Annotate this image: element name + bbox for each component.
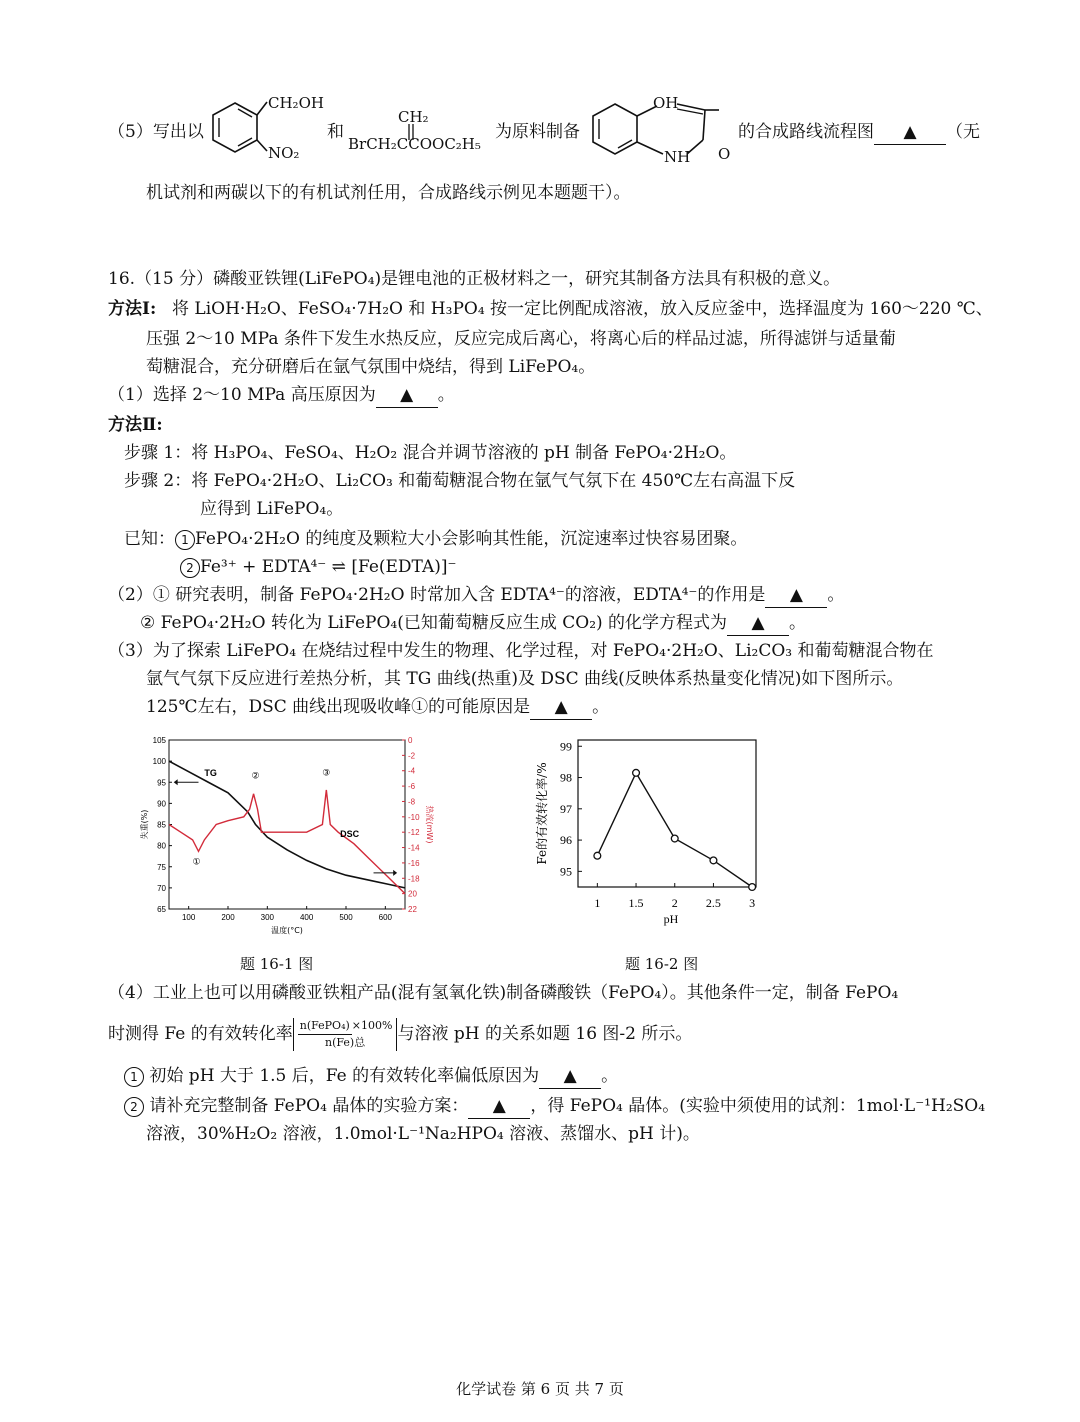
q16-header: 16.（15 分）磷酸亚铁锂(LiFePO₄)是锂电池的正极材料之一，研究其制备方法具有积极的意义。 bbox=[108, 269, 841, 289]
x-tick-label: 1.5 bbox=[628, 896, 644, 910]
ch2oh-label: CH₂OH bbox=[268, 94, 324, 112]
y-left-axis-label: 失重(%) bbox=[140, 809, 149, 840]
part4-1: 1 初始 pH 大于 1.5 后，Fe 的有效转化率偏低原因为 ▲ 。 bbox=[124, 1064, 618, 1089]
oh-label: OH bbox=[653, 94, 679, 112]
circle-2b: 2 bbox=[124, 1097, 144, 1117]
x-tick-label: 2.5 bbox=[705, 896, 721, 910]
tg-series-line bbox=[169, 761, 405, 888]
method1-line3: 萄糖混合，充分研磨后在氩气氛围中烧结，得到 LiFePO₄。 bbox=[146, 357, 596, 377]
y-right-tick-label: 0 bbox=[408, 736, 413, 745]
peak-3-label: ③ bbox=[322, 768, 331, 779]
y-left-tick-label: 65 bbox=[157, 905, 166, 914]
method1-label: 方法Ⅰ: bbox=[108, 299, 157, 319]
peak-1-label: ① bbox=[192, 857, 201, 868]
x-tick-label: 200 bbox=[221, 913, 235, 922]
y-right-tick-label: -4 bbox=[408, 766, 416, 776]
circle-1: 1 bbox=[175, 530, 195, 550]
part4-2-line2: 溶液，30%H₂O₂ 溶液，1.0mol·L⁻¹Na₂HPO₄ 溶液、蒸馏水、pH 计)。 bbox=[146, 1124, 700, 1144]
plot-frame bbox=[169, 740, 405, 909]
part1: （1）选择 2～10 MPa 高压原因为 ▲ 。 bbox=[108, 383, 455, 408]
y-tick-label: 97 bbox=[560, 801, 572, 816]
tg-arrowhead bbox=[174, 779, 178, 785]
x-tick-label: 1 bbox=[594, 896, 601, 910]
part4-line1: （4）工业上也可以用磷酸亚铁粗产品(混有氢氧化铁)制备磷酸铁（FePO₄）。其他条件一定，制备 FePO₄ bbox=[108, 983, 899, 1003]
y-right-tick-label: 22 bbox=[408, 905, 417, 914]
q15-5-mid: 为原料制备 bbox=[495, 122, 580, 142]
circle-2: 2 bbox=[180, 558, 200, 578]
q15-5-and: 和 bbox=[327, 122, 344, 142]
nh-label: NH bbox=[664, 148, 691, 166]
y-right-tick-label: -18 bbox=[408, 874, 420, 884]
x-axis-label: 温度(°C) bbox=[271, 926, 303, 935]
x-tick-label: 100 bbox=[181, 913, 196, 922]
peak-2-label: ② bbox=[251, 771, 260, 782]
conversion-formula: n(FePO₄) ×100% n(Fe)总 bbox=[293, 1018, 398, 1051]
plot-frame bbox=[578, 740, 756, 887]
dsc-series-line bbox=[169, 790, 405, 894]
y-right-tick-label: 20 bbox=[408, 889, 417, 899]
method2-label: 方法Ⅱ: bbox=[108, 415, 163, 435]
y-right-tick-label: -6 bbox=[408, 782, 416, 792]
data-point bbox=[594, 852, 601, 859]
y-left-tick-label: 80 bbox=[157, 841, 166, 851]
series-line bbox=[597, 773, 752, 887]
y-left-tick-label: 70 bbox=[157, 883, 166, 893]
y-tick-label: 98 bbox=[560, 770, 572, 785]
data-point bbox=[749, 884, 756, 891]
dsc-label: DSC bbox=[340, 828, 360, 839]
data-point bbox=[633, 769, 640, 776]
x-tick-label: 300 bbox=[260, 913, 275, 922]
no2-label: NO₂ bbox=[268, 144, 300, 162]
data-point bbox=[710, 857, 717, 864]
part3-line2: 氩气气氛下反应进行差热分析，其 TG 曲线(热重)及 DSC 曲线(反映体系热量变化情况)如下图所示。 bbox=[146, 669, 904, 689]
part2-1-blank[interactable]: ▲ bbox=[765, 583, 827, 608]
part2-1: （2）① 研究表明，制备 FePO₄·2H₂O 时常加入含 EDTA⁴⁻的溶液，EDTA⁴⁻的作用是 ▲ 。 bbox=[108, 583, 844, 608]
x-axis-label: pH bbox=[663, 912, 679, 926]
part3-line1: （3）为了探索 LiFePO₄ 在烧结过程中发生的物理、化学过程，对 FePO₄·2H₂O、Li₂CO₃ 和葡萄糖混合物在 bbox=[108, 641, 934, 661]
step1: 步骤 1：将 H₃PO₄、FeSO₄、H₂O₂ 混合并调节溶液的 pH 制备 FePO₄·2H₂O。 bbox=[124, 443, 737, 463]
y-right-axis-label: 热流(mW) bbox=[425, 805, 434, 844]
y-right-tick-label: -12 bbox=[408, 828, 420, 838]
x-tick-label: 2 bbox=[671, 896, 678, 910]
part2-2: ② FePO₄·2H₂O 转化为 LiFePO₄(已知葡萄糖反应生成 CO₂) 的化学方程式为 ▲ 。 bbox=[140, 611, 806, 636]
part4-2-blank[interactable]: ▲ bbox=[468, 1094, 530, 1119]
y-tick-label: 99 bbox=[560, 739, 572, 754]
x-tick-label: 3 bbox=[749, 896, 756, 910]
part4-2: 2 请补充完整制备 FePO₄ 晶体的实验方案： ▲ ，得 FePO₄ 晶体。(实验中须使用的试剂：1mol·L⁻¹H₂SO₄ bbox=[124, 1094, 985, 1119]
y-left-tick-label: 90 bbox=[157, 799, 166, 809]
y-axis-label: Fe的有效转化率/% bbox=[535, 762, 549, 865]
part3-blank[interactable]: ▲ bbox=[530, 695, 592, 720]
known-2: 2 Fe³⁺ + EDTA⁴⁻ ⇌ [Fe(EDTA)]⁻ bbox=[180, 555, 457, 579]
part4-line2: 时测得 Fe 的有效转化率 n(FePO₄) ×100% n(Fe)总 与溶液 pH 的关系如题 16 图-2 所示。 bbox=[108, 1019, 693, 1049]
figure-16-2-ph-chart bbox=[530, 732, 780, 937]
method1-line2: 压强 2～10 MPa 条件下发生水热反应，反应完成后离心，将离心后的样品过滤，所得滤饼与适量葡 bbox=[146, 329, 896, 349]
y-right-tick-label: -8 bbox=[408, 797, 416, 807]
y-right-tick-label: -10 bbox=[408, 812, 420, 822]
part4-1-blank[interactable]: ▲ bbox=[539, 1064, 601, 1089]
y-left-tick-label: 105 bbox=[152, 736, 166, 745]
q15-5-line2: 机试剂和两碳以下的有机试剂任用，合成路线示例见本题题干）。 bbox=[146, 183, 631, 203]
x-tick-label: 400 bbox=[299, 913, 314, 922]
answer-blank[interactable]: ▲ bbox=[874, 120, 946, 145]
y-left-tick-label: 95 bbox=[157, 778, 166, 788]
known-1: 已知： 1 FePO₄·2H₂O 的纯度及颗粒大小会影响其性能，沉淀速率过快容易团聚。 bbox=[124, 529, 748, 549]
figure-16-1-tg-dsc-chart bbox=[135, 732, 435, 942]
y-left-tick-label: 100 bbox=[152, 757, 166, 767]
y-right-tick-label: -2 bbox=[408, 751, 416, 761]
part3-line3: 125℃左右，DSC 曲线出现吸收峰①的可能原因是 ▲ 。 bbox=[146, 695, 609, 720]
page-footer: 化学试卷 第 6 页 共 7 页 bbox=[456, 1380, 624, 1398]
y-right-tick-label: -14 bbox=[408, 843, 420, 853]
part1-blank[interactable]: ▲ bbox=[376, 383, 438, 408]
method1-line1: 将 LiOH·H₂O、FeSO₄·7H₂O 和 H₃PO₄ 按一定比例配成溶液，放入反应釜中，选择温度为 160～220 ℃、 bbox=[172, 299, 993, 319]
dsc-arrowhead bbox=[393, 870, 397, 876]
y-right-tick-label: -16 bbox=[408, 858, 420, 868]
q15-5-prefix: （5）写出以 bbox=[108, 122, 204, 142]
figure-16-2-caption: 题 16-2 图 bbox=[625, 955, 699, 973]
figure-16-1-caption: 题 16-1 图 bbox=[240, 955, 314, 973]
y-left-tick-label: 85 bbox=[157, 820, 166, 830]
x-tick-label: 600 bbox=[378, 913, 393, 922]
x-tick-label: 500 bbox=[339, 913, 353, 922]
y-tick-label: 96 bbox=[560, 833, 572, 848]
bromo-ester-label: BrCH₂CCOOC₂H₅ bbox=[348, 135, 481, 153]
q15-5-suffix: 的合成路线流程图 ▲ （无 bbox=[738, 120, 980, 145]
y-tick-label: 95 bbox=[560, 864, 572, 879]
tg-label: TG bbox=[204, 767, 217, 778]
y-left-tick-label: 75 bbox=[157, 862, 166, 872]
part2-2-blank[interactable]: ▲ bbox=[727, 611, 789, 636]
circle-1b: 1 bbox=[124, 1067, 144, 1087]
step2-line2: 应得到 LiFePO₄。 bbox=[200, 499, 344, 519]
data-point bbox=[671, 835, 678, 842]
o-label: O bbox=[718, 145, 731, 163]
ch2-label: CH₂ bbox=[398, 108, 429, 126]
step2-line1: 步骤 2：将 FePO₄·2H₂O、Li₂CO₃ 和葡萄糖混合物在氩气气氛下在 450℃左右高温下反 bbox=[124, 471, 796, 491]
